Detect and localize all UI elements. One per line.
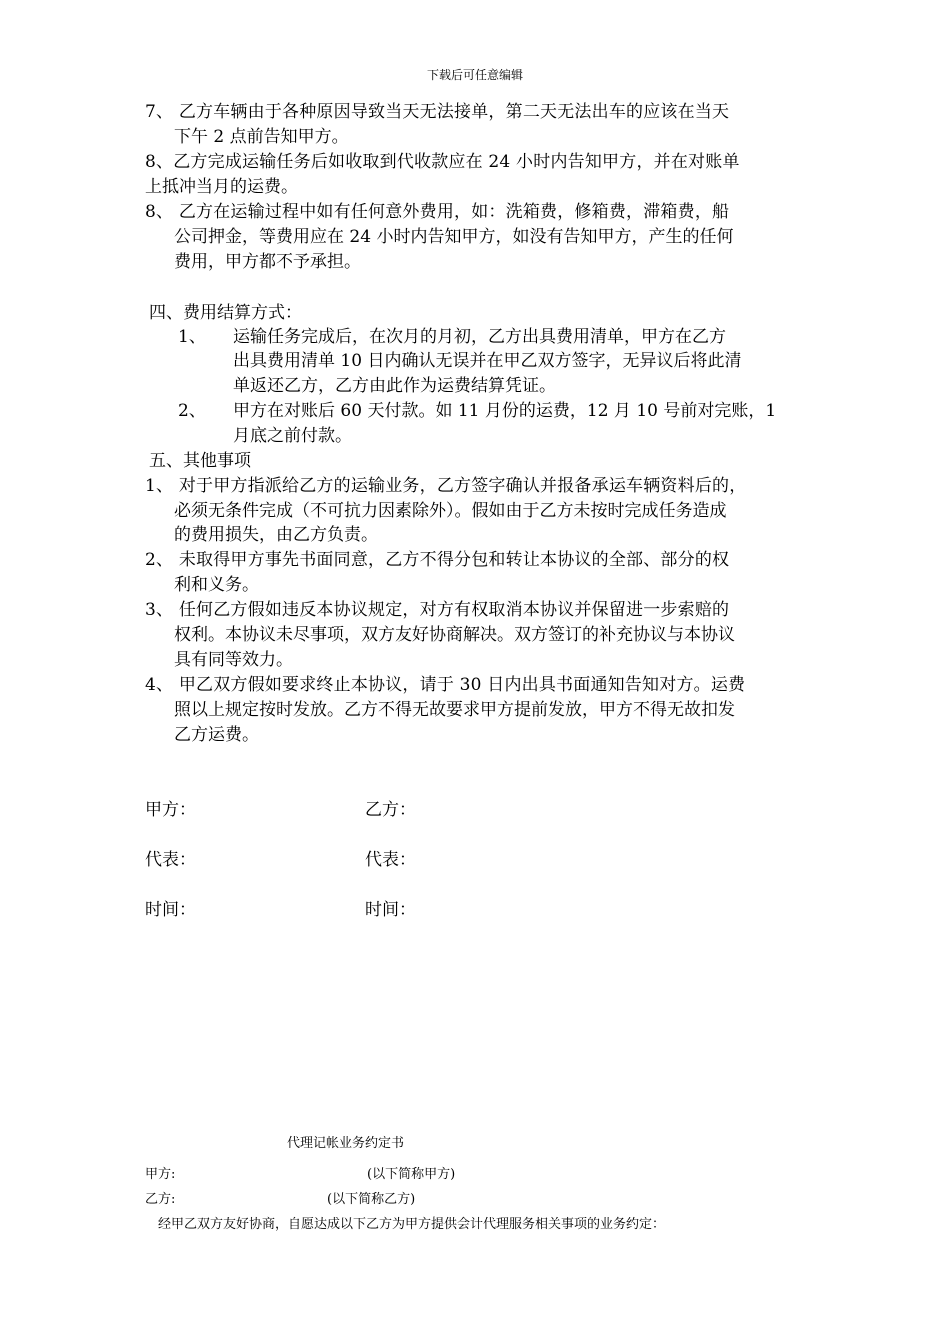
next-doc-party-b-note: (以下简称乙方) xyxy=(327,1192,416,1207)
next-doc-intro: 经甲乙双方友好协商，自愿达成以下乙方为甲方提供会计代理服务相关事项的业务约定： xyxy=(158,1217,666,1232)
section-5-item-1-line1: 1、 对于甲方指派给乙方的运输业务，乙方签字确认并报备承运车辆资料后的， xyxy=(145,476,747,496)
next-doc-party-b-label: 乙方: xyxy=(145,1192,176,1207)
section-4-item-1-line1: 运输任务完成后，在次月的月初，乙方出具费用清单，甲方在乙方 xyxy=(233,327,726,347)
signature-rep-a: 代表： xyxy=(145,850,196,870)
clause-7-line1: 7、 乙方车辆由于各种原因导致当天无法接单，第二天无法出车的应该在当天 xyxy=(145,102,730,122)
section-5-item-3-line1: 3、 任何乙方假如违反本协议规定，对方有权取消本协议并保留进一步索赔的 xyxy=(145,600,730,620)
section-5-item-2-line1: 2、 未取得甲方事先书面同意，乙方不得分包和转让本协议的全部、部分的权 xyxy=(145,550,730,570)
clause-7-line2: 下午 2 点前告知甲方。 xyxy=(174,127,349,147)
section-5-item-4-line2: 照以上规定按时发放。乙方不得无故要求甲方提前发放，甲方不得无故扣发 xyxy=(174,700,735,720)
section-5-item-4-line3: 乙方运费。 xyxy=(174,725,259,745)
signature-party-b: 乙方： xyxy=(365,800,416,820)
clause-8b-line1: 8、 乙方在运输过程中如有任何意外费用，如：洗箱费，修箱费，滞箱费，船 xyxy=(145,202,730,222)
section-4-item-1-line2: 出具费用清单 10 日内确认无误并在甲乙双方签字，无异议后将此清 xyxy=(233,351,742,371)
next-doc-party-a-label: 甲方: xyxy=(145,1167,176,1182)
clause-8a-line2: 上抵冲当月的运费。 xyxy=(145,177,298,197)
clause-8a-line1: 8、乙方完成运输任务后如收取到代收款应在 24 小时内告知甲方，并在对账单 xyxy=(145,152,740,172)
header-note: 下载后可任意编辑 xyxy=(426,68,523,82)
section-5-item-1-line3: 的费用损失，由乙方负责。 xyxy=(174,525,378,545)
signature-time-a: 时间： xyxy=(145,900,196,920)
signature-party-a: 甲方： xyxy=(145,800,196,820)
section-5-item-3-line3: 具有同等效力。 xyxy=(174,650,293,670)
section-4-item-1-num: 1、 xyxy=(178,327,206,347)
section-4-item-1-line3: 单返还乙方，乙方由此作为运费结算凭证。 xyxy=(233,376,556,396)
section-5-item-2-line2: 利和义务。 xyxy=(174,575,259,595)
clause-8b-line3: 费用，甲方都不予承担。 xyxy=(174,252,361,272)
section-5-item-3-line2: 权利。本协议未尽事项，双方友好协商解决。双方签订的补充协议与本协议 xyxy=(174,625,735,645)
clause-8b-line2: 公司押金，等费用应在 24 小时内告知甲方，如没有告知甲方，产生的任何 xyxy=(174,227,734,247)
section-4-item-2-line1: 甲方在对账后 60 天付款。如 11 月份的运费，12 月 10 号前对完账，1 xyxy=(233,401,777,421)
next-doc-title: 代理记帐业务约定书 xyxy=(287,1136,405,1151)
signature-time-b: 时间： xyxy=(365,900,416,920)
section-5-heading: 五、其他事项 xyxy=(149,451,251,471)
section-4-heading: 四、费用结算方式： xyxy=(149,303,302,323)
section-5-item-4-line1: 4、 甲乙双方假如要求终止本协议，请于 30 日内出具书面通知告知对方。运费 xyxy=(145,675,746,695)
section-4-item-2-num: 2、 xyxy=(178,401,206,421)
next-doc-party-a-note: (以下简称甲方) xyxy=(367,1167,456,1182)
signature-rep-b: 代表： xyxy=(365,850,416,870)
section-4-item-2-line2: 月底之前付款。 xyxy=(233,426,352,446)
section-5-item-1-line2: 必须无条件完成（不可抗力因素除外）。假如由于乙方未按时完成任务造成 xyxy=(174,501,727,521)
